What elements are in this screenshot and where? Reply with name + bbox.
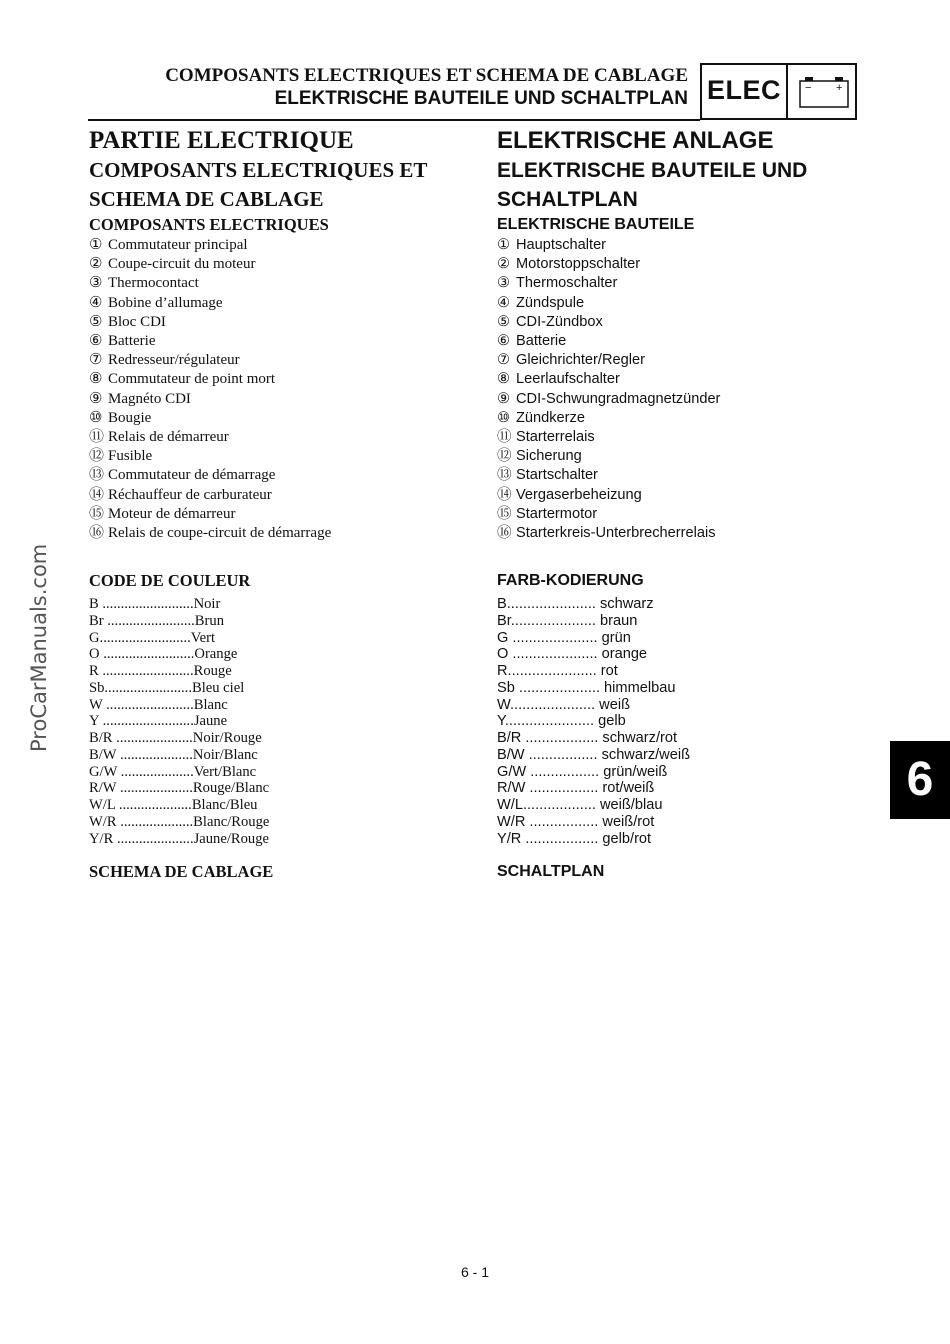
list-item (497, 294, 897, 313)
color-code-fr (89, 570, 479, 847)
item-label: Leerlaufschalter (516, 371, 620, 388)
item-number: ⑩ (89, 409, 103, 426)
item-label: Thermocontact (108, 275, 199, 292)
list-item (497, 351, 897, 370)
header-title-de: ELEKTRISCHE BAUTEILE UND SCHALTPLAN (274, 88, 688, 109)
list-item (89, 313, 479, 332)
item-label: Moteur de démarreur (108, 505, 236, 522)
color-row: B...................... schwarz (497, 596, 654, 612)
item-label: Bobine d’allumage (108, 294, 223, 311)
chapter-title-de: ELEKTRISCHE ANLAGE (497, 127, 774, 154)
item-number: ⑦ (497, 352, 511, 369)
color-row: O .........................Orange (89, 646, 238, 663)
color-list-de (497, 596, 897, 847)
wiring-section-fr (89, 861, 273, 883)
item-number: ⑫ (89, 448, 105, 465)
item-label: Commutateur de point mort (108, 371, 276, 388)
item-number: ⑭ (89, 486, 105, 503)
item-number: ⑧ (89, 371, 103, 388)
item-label: Coupe-circuit du moteur (108, 256, 256, 273)
battery-minus-sign: − (805, 82, 812, 94)
color-row: Br ........................Brun (89, 612, 224, 629)
list-item (497, 255, 897, 274)
item-number: ⑭ (497, 486, 512, 503)
item-number: ⑮ (89, 505, 105, 522)
color-row: B/R .................. schwarz/rot (497, 730, 678, 746)
list-item (89, 255, 479, 274)
color-row: Sb........................Bleu ciel (89, 679, 245, 696)
color-row: R...................... rot (497, 663, 618, 679)
color-row: G/W ................. grün/weiß (497, 763, 668, 780)
list-item (89, 524, 479, 543)
item-label: Bloc CDI (108, 313, 166, 330)
item-label: Relais de démarreur (108, 429, 229, 446)
wiring-heading-de: SCHALTPLAN (497, 863, 605, 880)
list-item (89, 486, 479, 505)
color-row: R .........................Rouge (89, 663, 232, 679)
color-row: W..................... weiß (497, 696, 630, 713)
chapter-tab: 6 (890, 741, 950, 819)
item-label: Commutateur de démarrage (108, 467, 276, 484)
list-item (497, 486, 897, 505)
item-number: ⑧ (497, 371, 511, 388)
color-row: W/L ....................Blanc/Bleu (89, 797, 258, 813)
list-item (497, 447, 897, 466)
color-heading-fr: CODE DE COULEUR (89, 571, 251, 590)
item-number: ③ (89, 275, 103, 292)
item-number: ② (497, 256, 511, 273)
item-number: ⑬ (497, 467, 512, 484)
item-number: ⑥ (497, 333, 511, 350)
item-label: Fusible (108, 448, 153, 465)
list-item (497, 466, 897, 485)
list-item (89, 274, 479, 293)
wiring-heading-fr: SCHEMA DE CABLAGE (89, 862, 274, 881)
item-number: ⑪ (89, 429, 105, 446)
item-label: Hauptschalter (516, 237, 607, 253)
components-heading-fr: COMPOSANTS ELECTRIQUES (89, 215, 329, 234)
color-row: R/W ....................Rouge/Blanc (89, 780, 270, 797)
color-row: W/R ....................Blanc/Rouge (89, 813, 270, 830)
item-label: Batterie (516, 333, 567, 350)
header-rule (88, 119, 700, 121)
color-row: G.........................Vert (89, 629, 216, 646)
item-label: CDI-Schwungradmagnetzünder (516, 390, 721, 407)
item-number: ③ (497, 275, 511, 292)
color-heading-de: FARB-KODIERUNG (497, 572, 644, 589)
item-number: ⑩ (497, 409, 511, 426)
list-item (497, 524, 897, 543)
list-item (89, 294, 479, 313)
color-row: O ..................... orange (497, 646, 648, 663)
wiring-section-de (497, 861, 604, 883)
list-item (89, 447, 479, 466)
item-number: ⑬ (89, 467, 105, 484)
item-label: Sicherung (516, 448, 582, 465)
list-item (497, 428, 897, 447)
list-item (89, 351, 479, 370)
item-label: Vergaserbeheizung (516, 486, 642, 503)
list-item (497, 409, 897, 428)
list-item (497, 390, 897, 409)
item-label: Commutateur principal (108, 237, 248, 253)
item-label: Gleichrichter/Regler (516, 352, 645, 369)
color-row: B/R .....................Noir/Rouge (89, 730, 262, 746)
item-label: Bougie (108, 409, 152, 426)
color-row: W ........................Blanc (89, 696, 228, 713)
item-number: ④ (89, 294, 103, 311)
list-item (497, 370, 897, 389)
item-label: Réchauffeur de carburateur (108, 486, 272, 503)
section-badge-label: ELEC (707, 75, 782, 105)
item-number: ⑮ (497, 505, 512, 522)
components-list-de (497, 236, 897, 543)
page-number: 6 - 1 (460, 1264, 489, 1280)
column-french (89, 126, 479, 543)
item-label: Starterkreis-Unterbrecherrelais (516, 525, 716, 542)
item-number: ① (89, 237, 103, 253)
list-item (89, 370, 479, 389)
battery-plus-sign: + (836, 82, 843, 94)
item-number: ⑤ (497, 313, 511, 330)
list-item (497, 505, 897, 524)
color-row: Y...................... gelb (497, 713, 626, 730)
color-row: G/W ....................Vert/Blanc (89, 763, 257, 780)
list-item (89, 428, 479, 447)
color-row: W/L.................. weiß/blau (497, 797, 663, 813)
column-german (497, 126, 897, 543)
item-label: Magnéto CDI (108, 390, 191, 407)
item-number: ⑯ (89, 525, 105, 542)
item-label: Relais de coupe-circuit de démarrage (108, 525, 332, 542)
list-item (89, 409, 479, 428)
item-number: ② (89, 256, 103, 273)
section-title-de-line1: ELEKTRISCHE BAUTEILE UND (497, 159, 808, 182)
color-row: Y .........................Jaune (89, 713, 228, 730)
item-number: ⑦ (89, 352, 103, 369)
color-row: G ..................... grün (497, 629, 631, 646)
item-number: ① (497, 237, 511, 253)
list-item (497, 313, 897, 332)
section-title-fr-line2: SCHEMA DE CABLAGE (89, 187, 324, 211)
components-heading-de: ELEKTRISCHE BAUTEILE (497, 216, 695, 233)
color-code-de (497, 570, 897, 847)
section-title-de-line2: SCHALTPLAN (497, 188, 638, 211)
item-number: ⑥ (89, 333, 103, 350)
item-label: Startermotor (516, 505, 598, 522)
watermark-text: ProCarManuals.com (27, 543, 51, 752)
color-row: Br..................... braun (497, 612, 638, 629)
item-label: Zündspule (516, 294, 585, 311)
list-item (497, 332, 897, 351)
item-number: ⑨ (497, 390, 511, 407)
item-label: Motorstoppschalter (516, 256, 641, 273)
color-row: Y/R .................. gelb/rot (497, 830, 652, 847)
color-row: B/W ................. schwarz/weiß (497, 746, 690, 763)
item-label: Thermoschalter (516, 275, 618, 292)
color-row: R/W ................. rot/weiß (497, 780, 655, 797)
battery-icon (796, 75, 852, 109)
item-label: Zündkerze (516, 409, 585, 426)
color-row: W/R ................. weiß/rot (497, 813, 655, 830)
running-header (88, 64, 688, 110)
color-row: Sb .................... himmelbau (497, 679, 676, 696)
badge-divider (786, 63, 788, 120)
color-row: B .........................Noir (89, 596, 221, 612)
list-item (89, 236, 479, 255)
list-item (497, 274, 897, 293)
item-number: ⑯ (497, 525, 512, 542)
item-label: CDI-Zündbox (516, 313, 603, 330)
color-list-fr (89, 596, 479, 847)
color-row: Y/R .....................Jaune/Rouge (89, 830, 269, 847)
components-list-fr (89, 236, 479, 543)
item-number: ⑫ (497, 448, 512, 465)
item-number: ⑤ (89, 313, 103, 330)
list-item (89, 466, 479, 485)
section-title-fr-line1: COMPOSANTS ELECTRIQUES ET (89, 158, 428, 182)
item-number: ⑨ (89, 390, 103, 407)
item-number: ④ (497, 294, 511, 311)
list-item (89, 390, 479, 409)
list-item (497, 236, 897, 255)
item-label: Batterie (108, 333, 156, 350)
header-title-fr: COMPOSANTS ELECTRIQUES ET SCHEMA DE CABLAGE (165, 65, 688, 86)
section-badge (700, 63, 857, 120)
list-item (89, 332, 479, 351)
list-item (89, 505, 479, 524)
color-row: B/W ....................Noir/Blanc (89, 746, 258, 763)
item-label: Startschalter (516, 467, 598, 484)
item-number: ⑪ (497, 429, 512, 446)
item-label: Redresseur/régulateur (108, 352, 240, 369)
item-label: Starterrelais (516, 429, 595, 446)
chapter-title-fr: PARTIE ELECTRIQUE (89, 127, 354, 154)
